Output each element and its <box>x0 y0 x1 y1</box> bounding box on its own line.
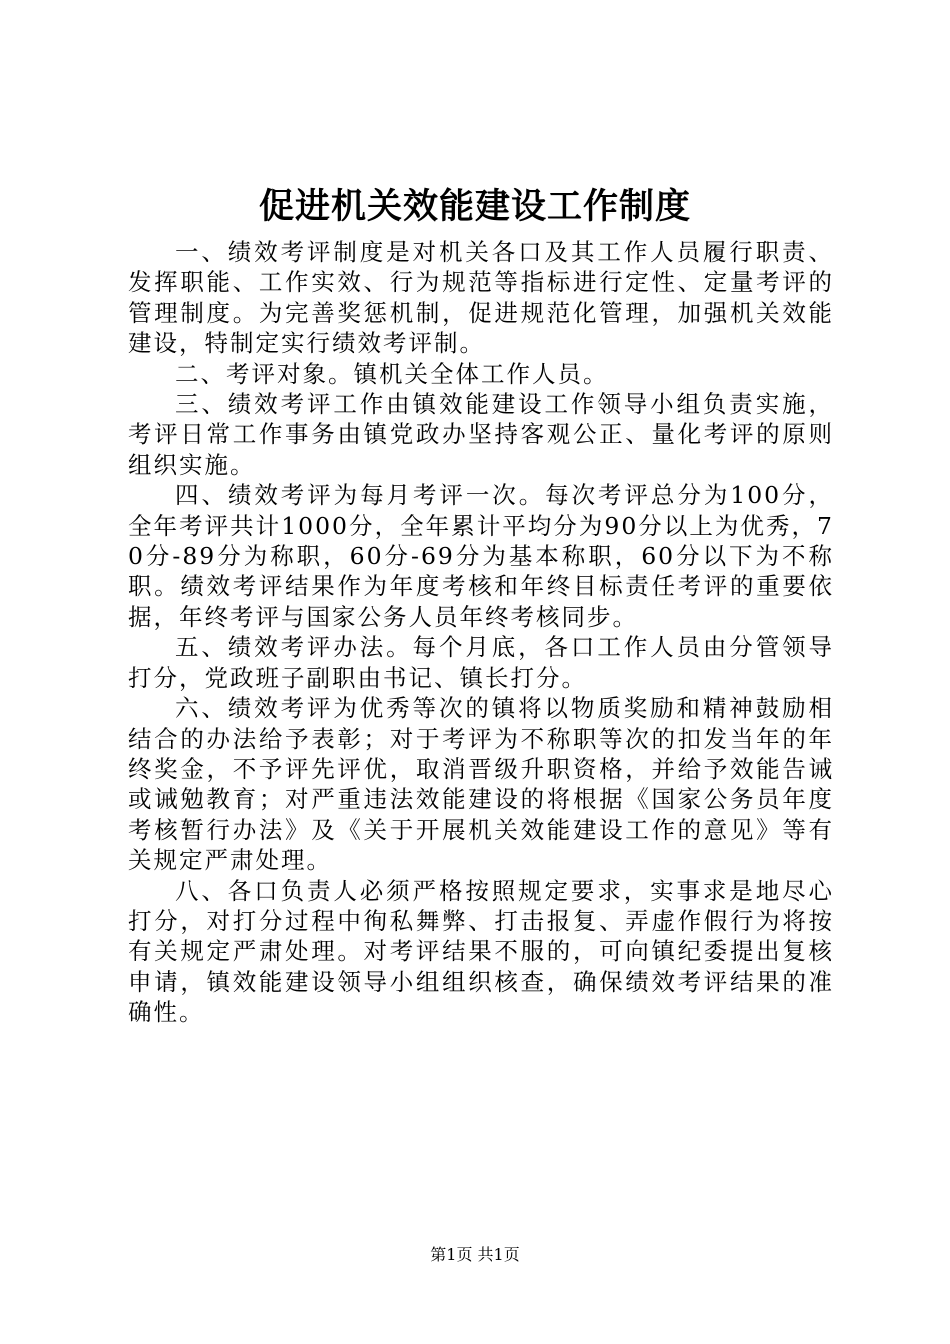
paragraph-5: 五、绩效考评办法。每个月底，各口工作人员由分管领导打分，党政班子副职由书记、镇长打分。 <box>128 633 834 692</box>
document-body <box>128 237 834 1028</box>
document-title: 促进机关效能建设工作制度 <box>258 186 691 227</box>
paragraph-2: 二、考评对象。镇机关全体工作人员。 <box>175 359 609 388</box>
paragraph-1: 一、绩效考评制度是对机关各口及其工作人员履行职责、发挥职能、工作实效、行为规范等指标进行定性、定量考评的管理制度。为完善奖惩机制，促进规范化管理，加强机关效能建设，特制定实行绩效考评制。 <box>128 238 834 358</box>
paragraph-4: 四、绩效考评为每月考评一次。每次考评总分为100分，全年考评共计1000分，全年累计平均分为90分以上为优秀，70分-89分为称职，60分-69分为基本称职，60分以下为不称职。绩效考评结果作为年度考核和年终目标责任考评的重要依据，年终考评与国家公务人员年终考核同步。 <box>128 481 834 631</box>
paragraph-6: 六、绩效考评为优秀等次的镇将以物质奖励和精神鼓励相结合的办法给予表彰；对于考评为不称职等次的扣发当年的年终奖金，不予评先评优，取消晋级升职资格，并给予效能告诫或诫勉教育；对严重违法效能建设的将根据《国家公务员年度考核暂行办法》及《关于开展机关效能建设工作的意见》等有关规定严肃处理。 <box>128 694 834 875</box>
paragraph-3: 三、绩效考评工作由镇效能建设工作领导小组负责实施，考评日常工作事务由镇党政办坚持客观公正、量化考评的原则组织实施。 <box>128 390 834 479</box>
page-footer: 第1页 共1页 <box>430 1245 520 1264</box>
paragraph-8: 八、各口负责人必须严格按照规定要求，实事求是地尽心打分，对打分过程中徇私舞弊、打击报复、弄虚作假行为将按有关规定严肃处理。对考评结果不服的，可向镇纪委提出复核申请，镇效能建设领导小组组织核查，确保绩效考评结果的准确性。 <box>128 876 834 1027</box>
